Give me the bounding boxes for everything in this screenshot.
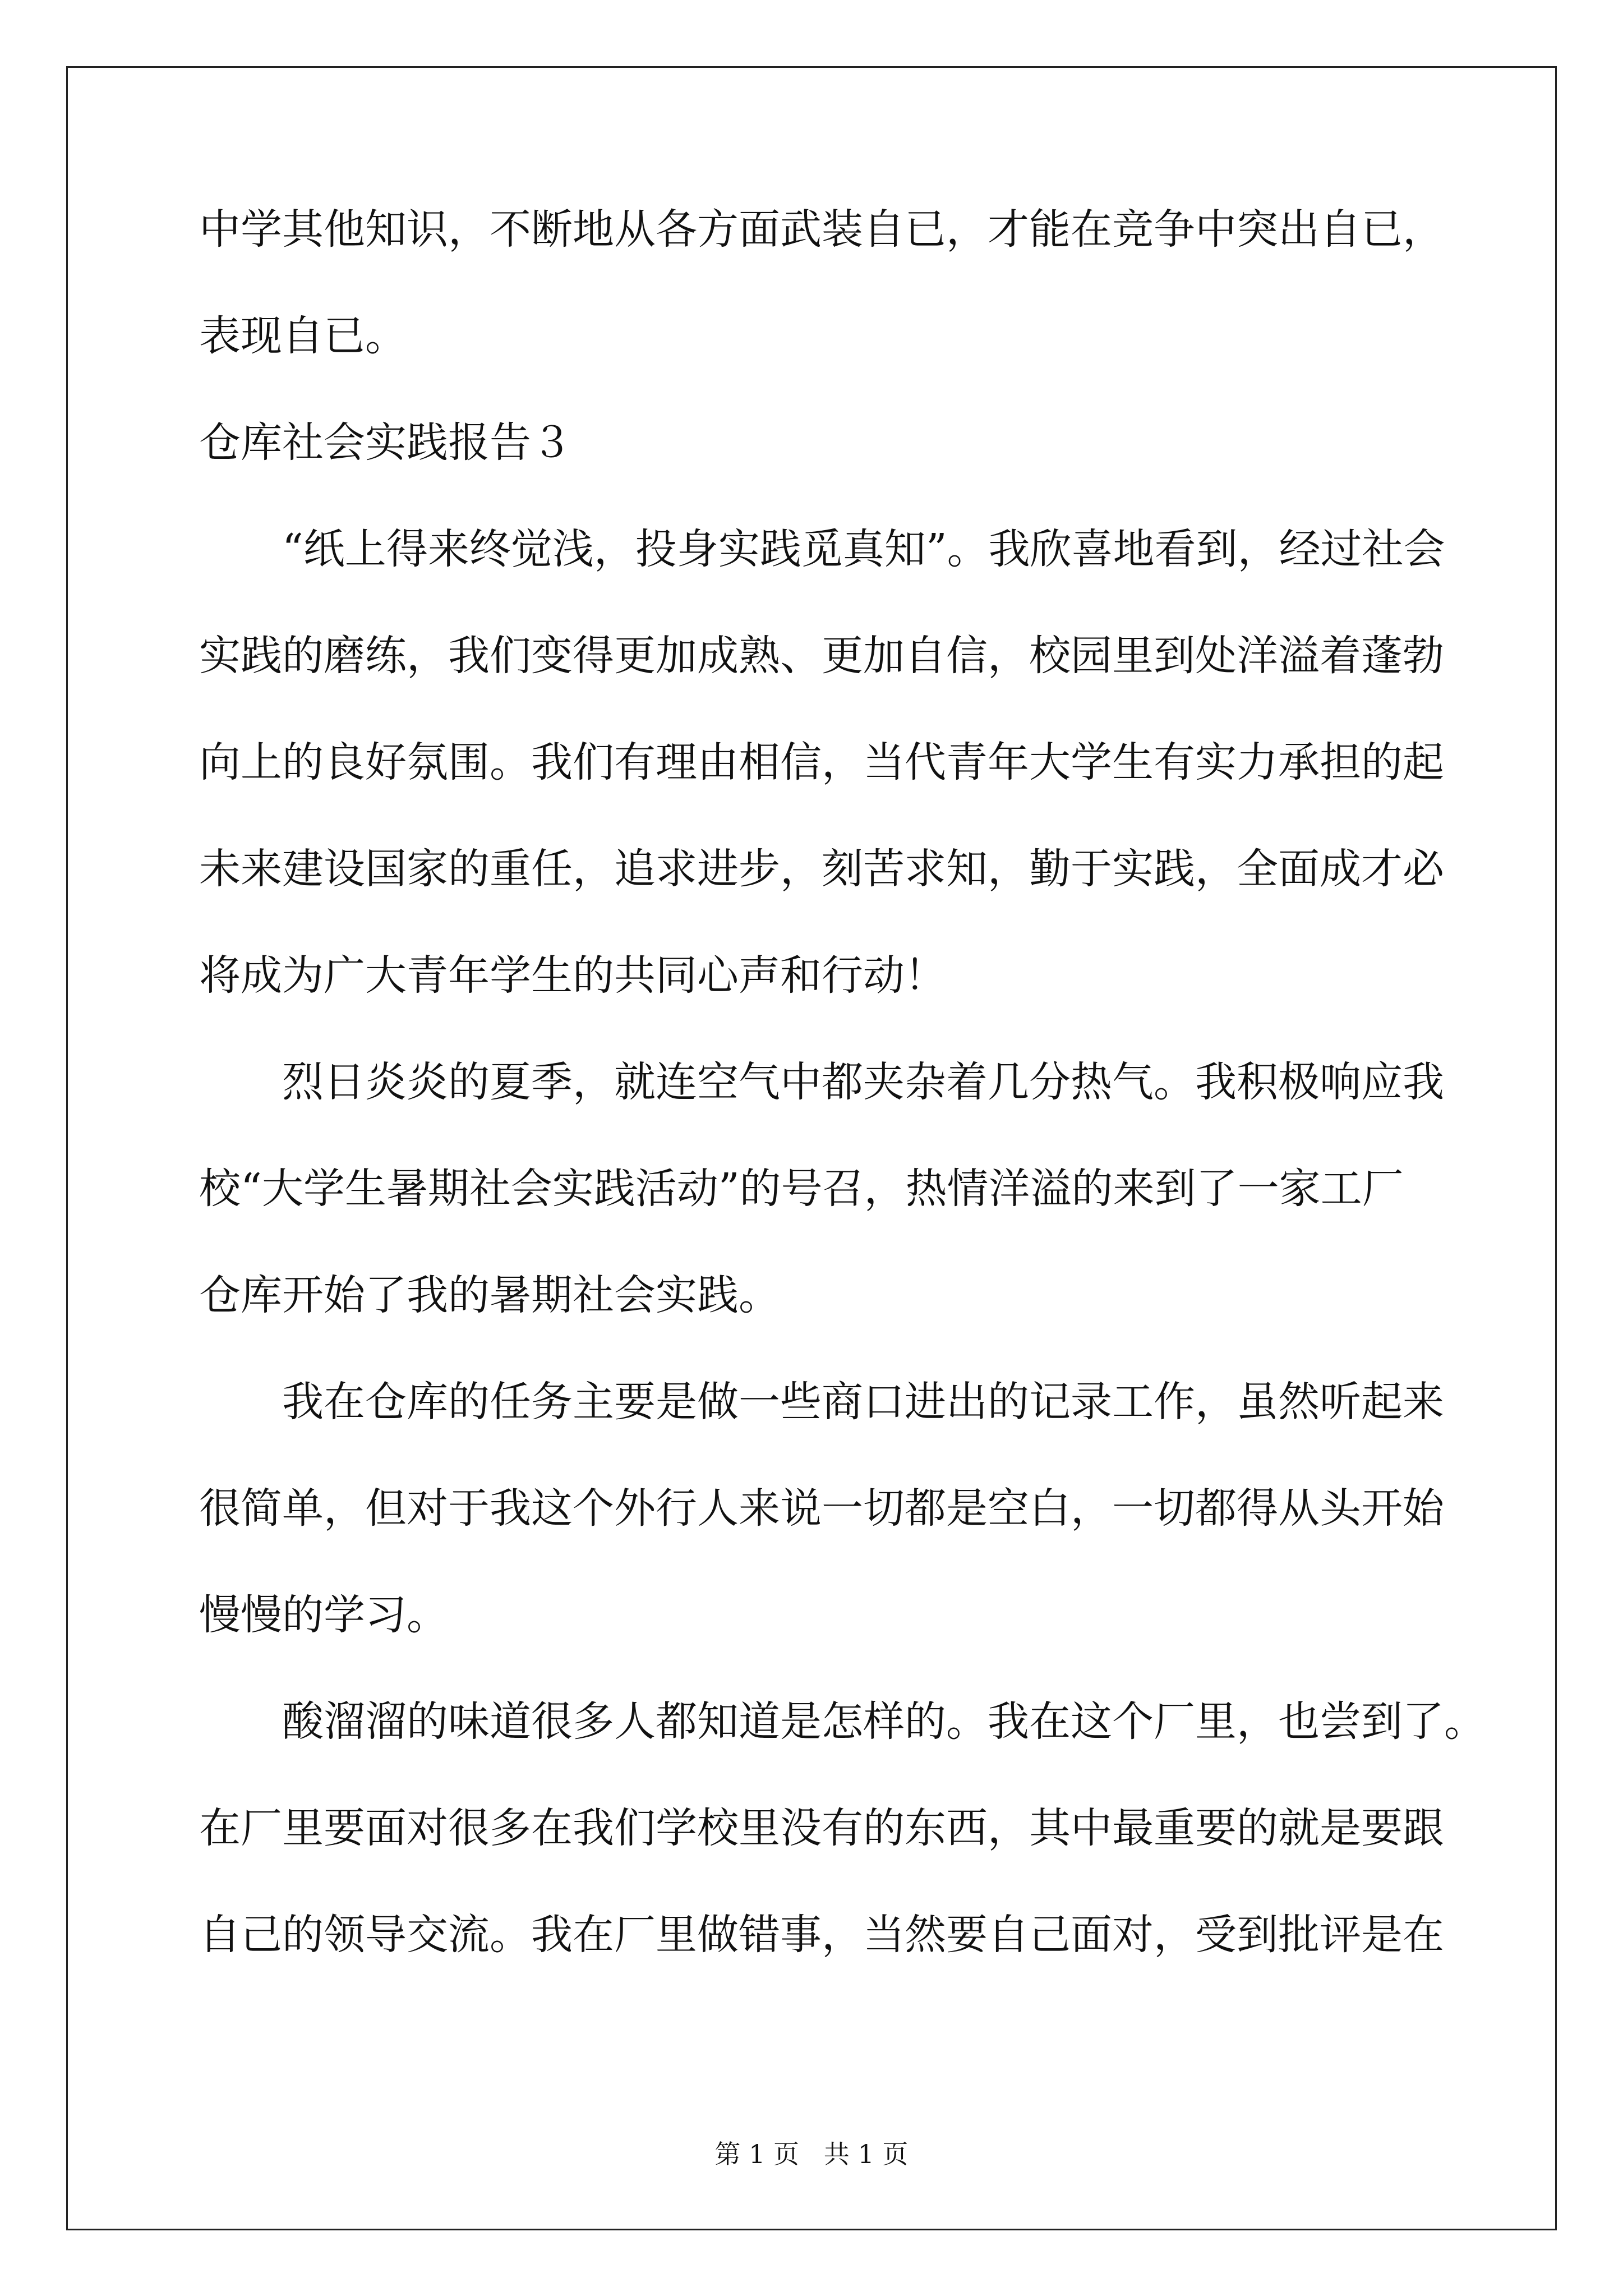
document-body: [199, 205, 1486, 2019]
paragraph-first-line: 酸溜溜的味道很多人都知道是怎样的。我在这个厂里，也尝到了。: [282, 1697, 1486, 1746]
page-footer: 第 1 页 共 1 页: [714, 2139, 909, 2169]
body-line: 中学其他知识，不断地从各方面武装自已，才能在竞争中突出自已，: [199, 205, 1444, 254]
body-line: 表现自已。: [199, 312, 407, 360]
paragraph-first-line: 烈日炎炎的夏季，就连空气中都夹杂着几分热气。我积极响应我: [282, 1058, 1444, 1106]
body-line: 校“大学生暑期社会实践活动”的号召，热情洋溢的来到了一家工厂: [199, 1165, 1404, 1213]
body-line: 很简单，但对于我这个外行人来说一切都是空白，一切都得从头开始: [199, 1484, 1444, 1533]
body-line: 自己的领导交流。我在厂里做错事，当然要自己面对，受到批评是在: [199, 1911, 1444, 1959]
body-line: 将成为广大青年学生的共同心声和行动！: [199, 951, 946, 1000]
body-line: 向上的良好氛围。我们有理由相信，当代青年大学生有实力承担的起: [199, 738, 1444, 786]
body-line: 未来建设国家的重任，追求进步，刻苦求知，勤于实践，全面成才必: [199, 845, 1444, 893]
section-heading: 仓库社会实践报告３: [199, 418, 573, 467]
body-line: 仓库开始了我的暑期社会实践。: [199, 1271, 780, 1319]
paragraph-first-line: “纸上得来终觉浅，投身实践觅真知”。我欣喜地看到，经过社会: [282, 525, 1445, 573]
paragraph-first-line: 我在仓库的任务主要是做一些商口进出的记录工作，虽然听起来: [282, 1378, 1444, 1426]
body-line: 慢慢的学习。: [199, 1591, 448, 1639]
body-line: 实践的磨练，我们变得更加成熟、更加自信，校园里到处洋溢着蓬勃: [199, 632, 1444, 680]
body-line: 在厂里要面对很多在我们学校里没有的东西，其中最重要的就是要跟: [199, 1804, 1444, 1852]
